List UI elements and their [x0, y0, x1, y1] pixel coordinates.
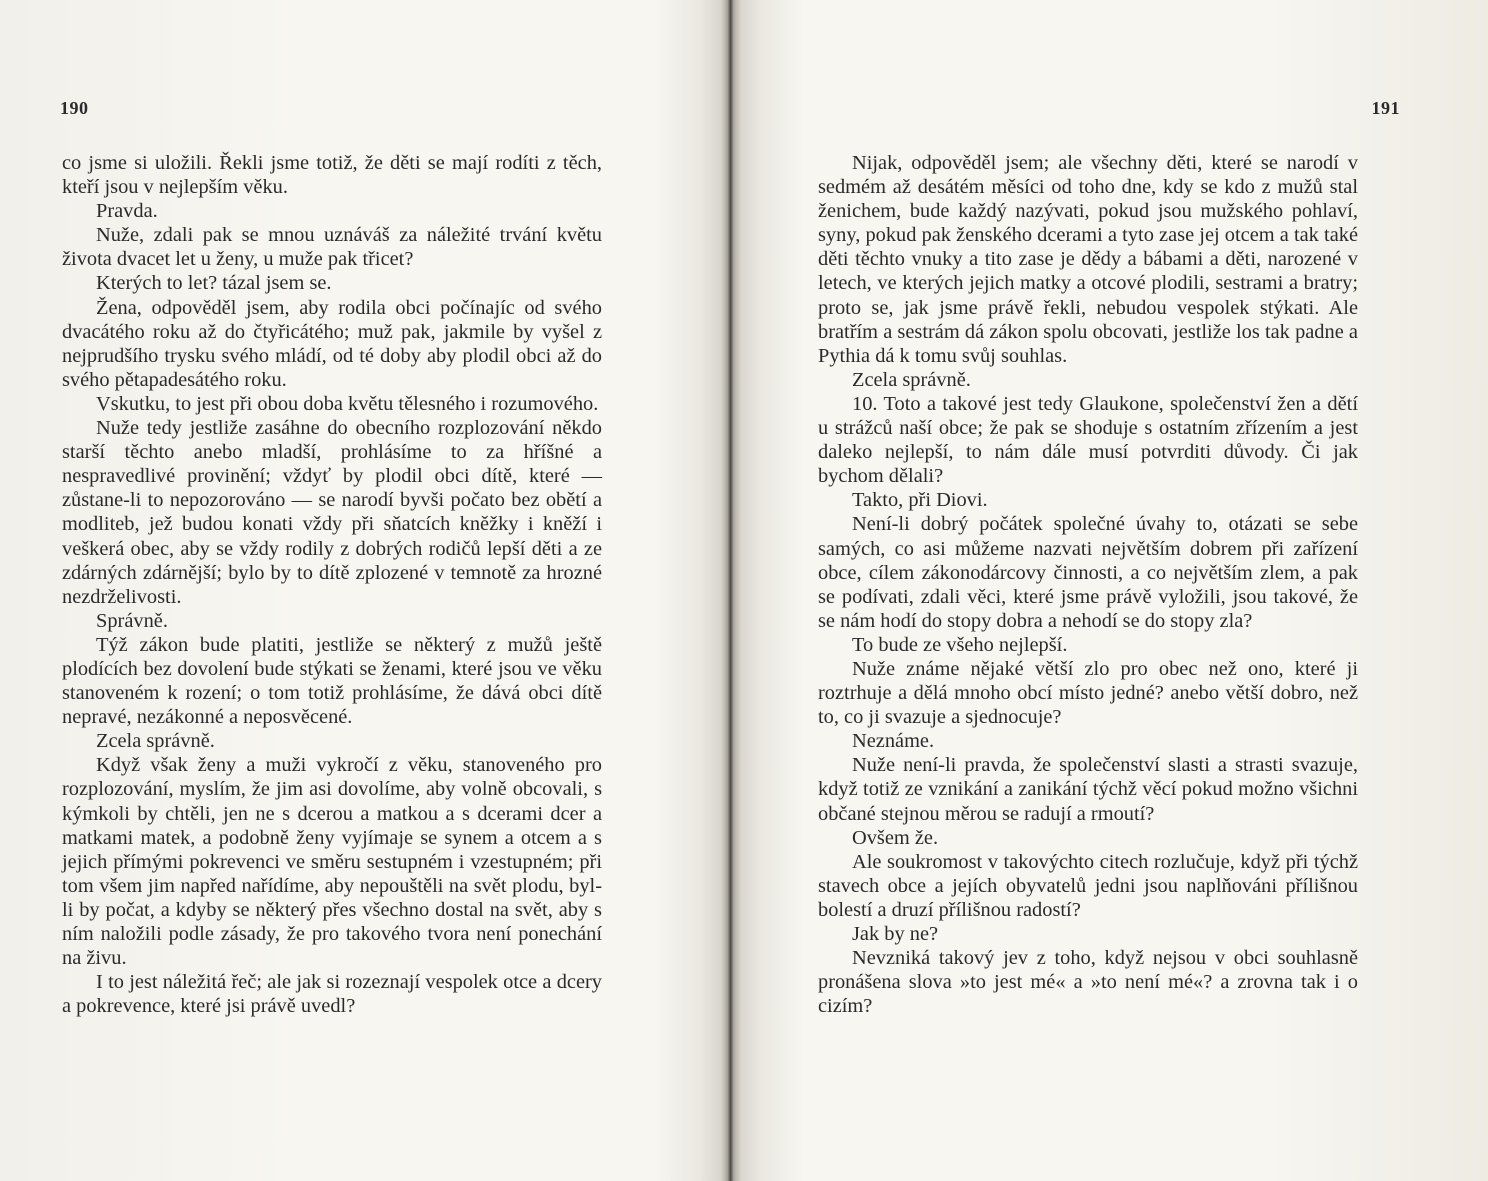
paragraph: Správně.	[96, 609, 168, 632]
paragraph: co jsme si uložili. Řekli jsme totiž, že děti se mají rodíti z těch, kteří jsou v nejlepším věku.	[62, 152, 602, 199]
right-page-text	[818, 151, 1358, 1018]
paragraph: Nijak, odpověděl jsem; ale všechny děti, které se narodí v sedmém až desátém měsíci od toho dne, kdy se kdo z mužů stal ženichem, bude každý nazývati, pokud jsou mužského pohlaví, syny, pokud pak ženského dcerami a tyto zase jej otcem a tak také děti těchto vnuky a tito zase je dědy a bábami a děti, narozené v letech, ve kterých jejich matky a otcové plodili, sestrami a bratry; proto se, jak jsme právě řekli, nebudou vespolek stýkati. Ale bratřím a sestrám dá zákon spolu obcovati, jestliže los tak padne a Pythia dá k tomu svůj souhlas.	[818, 152, 1358, 367]
paragraph: Ale soukromost v takovýchto citech rozlučuje, když při týchž stavech obce a jejích obyvatelů jedni jsou naplňováni přílišnou bolestí a druzí přílišnou radostí?	[818, 850, 1358, 921]
right-page	[730, 0, 1488, 1181]
left-page-text	[62, 151, 602, 1018]
paragraph: Neznáme.	[852, 730, 935, 753]
paragraph: Pravda.	[96, 200, 158, 223]
paragraph: Týž zákon bude platiti, jestliže se některý z mužů ještě plodících bez dovolení bude stýkati se ženami, které jsou ve věku stanoveném k rození; o tom totiž prohlásíme, že dává obci dítě nepravé, nezákonné a neposvěcené.	[62, 633, 602, 729]
paragraph: Není-li dobrý počátek společné úvahy to, otázati se sebe samých, co asi můžeme nazvati největším dobrem při zařízení obce, cílem zákonodárcovy činnosti, a co největším zlem, a pak se podívati, zdali věci, které jsme právě vyložili, jsou takové, že se nám hodí do stopy dobra a nehodí se do stopy zla?	[818, 513, 1358, 632]
paragraph: Nevzniká takový jev z toho, když nejsou v obci souhlasně pronášena slova »to jest mé« a »to není mé«? a zrovna tak i o cizím?	[818, 947, 1358, 1018]
paragraph: Jak by ne?	[852, 923, 939, 945]
paragraph: Žena, odpověděl jsem, aby rodila obci počínajíc od svého dvacátého roku až do čtyřicátého; muž pak, jakmile by vyšel z nejprudšího trysku svého mládí, od té doby aby plodil obci až do svého pětapadesátého roku.	[62, 296, 602, 391]
paragraph: Nuže známe nějaké větší zlo pro obec než ono, které ji roztrhuje a dělá mnoho obcí místo jedné? anebo větší dobro, než to, co ji svazuje a sjednocuje?	[818, 657, 1358, 729]
paragraph: Nuže tedy jestliže zasáhne do obecního rozplozování někdo starší těchto anebo mladší, prohlásíme to za hříšné a nespravedlivé provinění; vždyť by plodil obci dítě, které — zůstane-li to nepozorováno — se narodí byvši počato bez obětí a modliteb, jež budou konati vždy při sňatcích kněžky i kněží i veškerá obec, aby se vždy rodily z dobrých rodičů lepší děti a ze zdárných zdárnější; bylo by to dítě zplozené v temnotě za hrozné nezdrželivosti.	[62, 417, 602, 608]
paragraph: Zcela správně.	[852, 368, 971, 391]
paragraph: I to jest náležitá řeč; ale jak si rozeznají vespolek otce a dcery a pokrevence, které jsi právě uvedl?	[62, 971, 602, 1018]
paragraph: Když však ženy a muži vykročí z věku, stanoveného pro rozplozování, myslím, že jim asi dovolíme, aby volně obcovali, s kýmkoli by chtěli, jen ne s dcerou a matkou a s dcerami dcer a matkami matek, a podobně ženy vyjímaje se synem a otcem a s jejich přímými pokrevenci ve směru sestupném i vzestupném; při tom všem jim napřed nařídíme, aby nepouštěli na svět plodu, byl-li by počat, a kdyby se některý přes všechno dostal na svět, aby s ním naložili podle zásady, že pro takového tvora není ponechání na živu.	[62, 754, 602, 970]
paragraph: Zcela správně.	[96, 730, 215, 753]
page-number-left: 190	[60, 98, 89, 118]
paragraph: Kterých to let? tázal jsem se.	[96, 272, 332, 295]
left-page	[0, 0, 720, 1181]
paragraph: Ovšem že.	[852, 826, 939, 849]
paragraph: 10. Toto a takové jest tedy Glaukone, společenství žen a dětí u strážců naší obce; že pak se shoduje s ostatním zřízením a jest daleko nejlepší, to nám dále musí potvrditi důvody. Či jak bychom dělali?	[818, 392, 1358, 488]
paragraph: To bude ze všeho nejlepší.	[852, 633, 1068, 656]
paragraph: Nuže není-li pravda, že společenství slasti a strasti svazuje, když totiž ze vznikání a zanikání týchž věcí pokud možno všichni občané stejnou měrou se radují a rmoutí?	[818, 754, 1358, 825]
paragraph: Vskutku, to jest při obou doba květu tělesného i rozumového.	[96, 392, 599, 415]
paragraph: Takto, při Diovi.	[852, 489, 988, 512]
page-number-right: 191	[1371, 98, 1400, 118]
paragraph: Nuže, zdali pak se mnou uznáváš za náležité trvání květu života dvacet let u ženy, u muže pak třicet?	[62, 224, 602, 271]
